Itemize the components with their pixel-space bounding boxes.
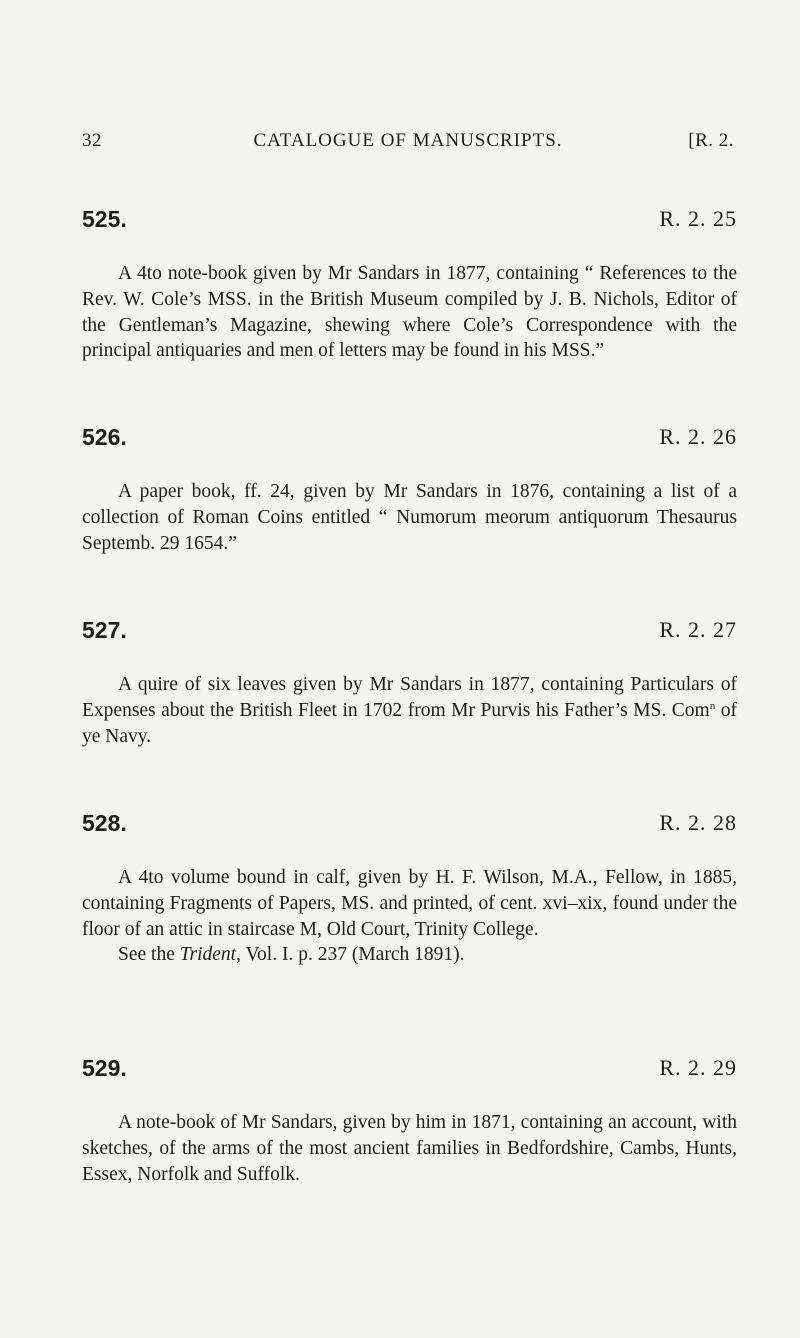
superscript: n (709, 699, 716, 712)
page-number: 32 (82, 130, 102, 151)
entry-number: 528. (82, 810, 127, 836)
running-header (82, 130, 734, 160)
entry-description (82, 865, 737, 968)
running-title: CATALOGUE OF MANUSCRIPTS. (253, 130, 563, 151)
shelf-signature: [R. 2. (688, 130, 734, 151)
shelfmark: R. 2. 28 (659, 810, 737, 835)
shelfmark: R. 2. 25 (659, 206, 737, 231)
entry-text: A paper book, ff. 24, given by Mr Sandars in 1876, containing a list of a collection of Roman Coins entitled “ Numorum meorum antiquorum Thesaurus Septemb. 29 1654.” (82, 481, 737, 554)
entry-number: 525. (82, 206, 127, 232)
entry-text: A 4to volume bound in calf, given by H. F. Wilson, M.A., Fellow, in 1885, containing Fragments of Papers, MS. and printed, of cent. xvi–xix, found under the floor of an attic in staircase M, Old Court, Trinity College. (82, 867, 737, 940)
shelfmark: R. 2. 29 (659, 1055, 737, 1080)
see-reference: See the Trident, Vol. I. p. 237 (March 1891). (118, 944, 465, 966)
trident-title: Trident (179, 944, 237, 966)
entry-description (82, 261, 737, 364)
entry-description (82, 479, 737, 556)
entry-text: A quire of six leaves given by Mr Sandars in 1877, containing Particulars of Expenses about the British Fleet in 1702 from Mr Purvis his Father’s MS. Com$^n$ of ye Navy. (82, 674, 737, 747)
shelfmark: R. 2. 26 (659, 424, 737, 449)
entry-number: 527. (82, 617, 127, 643)
entry-text: A 4to note-book given by Mr Sandars in 1877, containing “ References to the Rev. W. Cole’s MSS. in the British Museum compiled by J. B. Nichols, Editor of the Gentleman’s Magazine, shewing where Cole’s Correspondence with the principal antiquaries and men of letters may be found in his MSS.” (82, 263, 737, 362)
shelfmark: R. 2. 27 (659, 617, 737, 642)
entry-description (82, 1110, 737, 1187)
entry-text: A note-book of Mr Sandars, given by him in 1871, containing an account, with sketches, of the arms of the most ancient families in Bedfordshire, Cambs, Hunts, Essex, Norfolk and Suffolk. (82, 1112, 737, 1185)
entry-number: 529. (82, 1055, 127, 1081)
entry-description (82, 672, 737, 749)
entry-number: 526. (82, 424, 127, 450)
